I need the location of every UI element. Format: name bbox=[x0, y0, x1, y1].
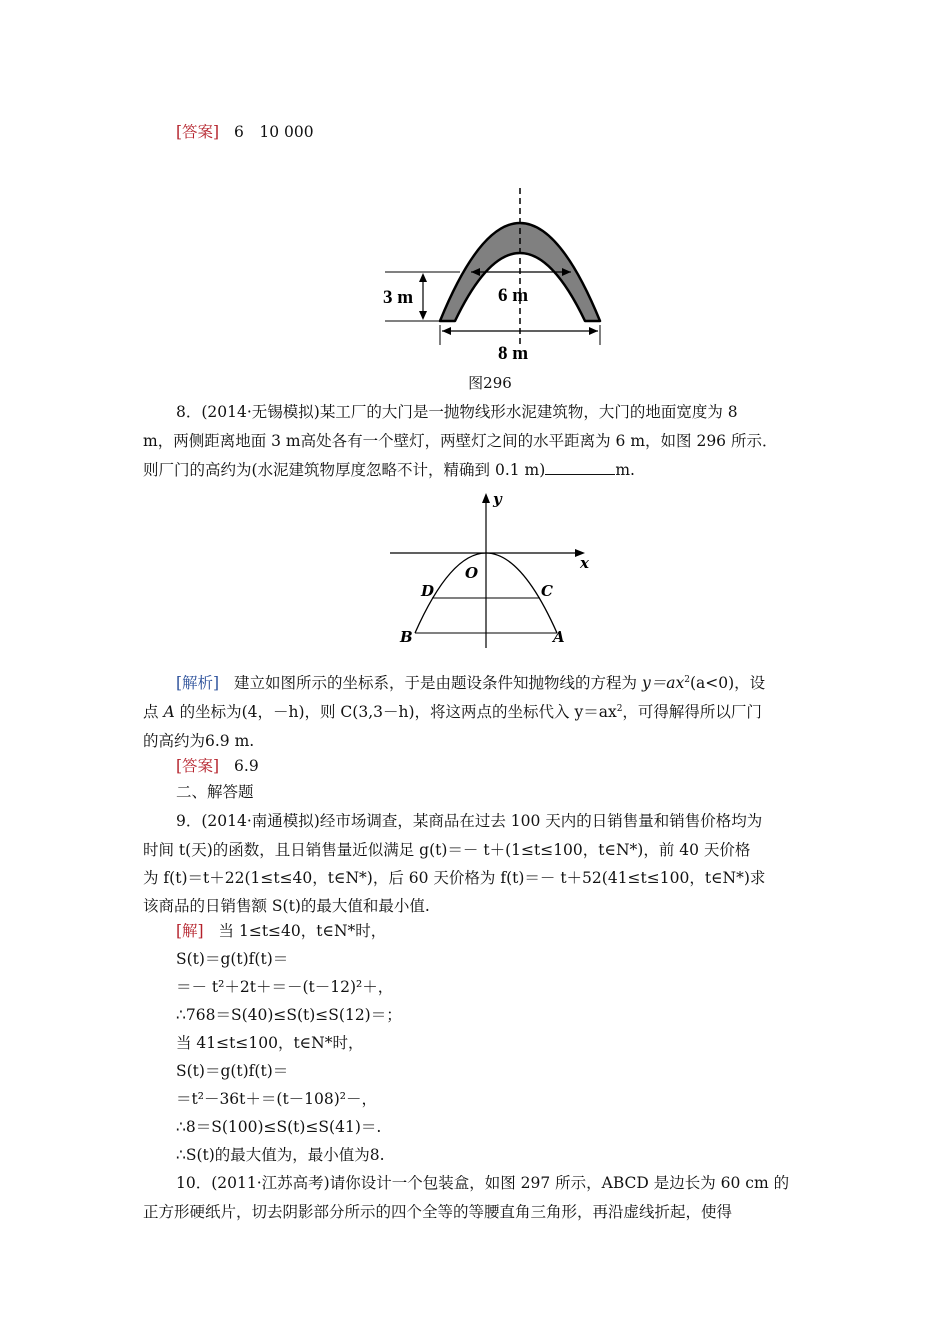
answer-blank bbox=[545, 460, 615, 475]
q10-line-2: 正方形硬纸片，切去阴影部分所示的四个全等的等腰直角三角形，再沿虚线折起，使得 bbox=[143, 1203, 733, 1221]
figure-coordinate-parabola bbox=[385, 490, 600, 650]
answer-line-2 bbox=[176, 752, 856, 781]
q8-line-3-unit: m. bbox=[615, 461, 635, 479]
figure-caption: 图296 bbox=[468, 374, 512, 392]
label-height: 3 m bbox=[383, 287, 414, 308]
analysis-tag: [解析] bbox=[176, 674, 220, 692]
analysis-line-1: [解析] 建立如图所示的坐标系，于是由题设条件知抛物线的方程为 $y=ax^2(a<0)$，设 bbox=[176, 674, 766, 692]
q9-line-1: 9．(2014·南通模拟)经市场调查，某商品在过去 100 天内的日销售量和销售价格均为 bbox=[176, 812, 763, 830]
solution-line-1: [解] 当 1≤t≤40，t∈N*时， bbox=[176, 922, 387, 940]
solution-line-7: ＝t²－36t＋＝(t－108)²－， bbox=[176, 1090, 378, 1108]
q10-line-1: 10．(2011·江苏高考)请你设计一个包装盒，如图 297 所示，ABCD 是边长为 60 cm 的 bbox=[176, 1174, 790, 1192]
figure-296-arch bbox=[375, 185, 615, 370]
q8-line-1: 8．(2014·无锡模拟)某工厂的大门是一抛物线形水泥建筑物，大门的地面宽度为 8 bbox=[176, 403, 738, 421]
label-b: B bbox=[400, 628, 413, 646]
solution-line-3: ＝－ t²＋2t＋＝－(t－12)²＋， bbox=[176, 978, 394, 996]
label-a: A bbox=[553, 628, 565, 646]
q9-line-3: 为 f(t)＝t＋22(1≤t≤40，t∈N*)，后 60 天价格为 f(t)＝－ t＋52(41≤t≤100，t∈N*)求 bbox=[143, 869, 766, 887]
answer-value: 6 10 000 bbox=[234, 123, 314, 141]
answer-line-1 bbox=[176, 118, 856, 147]
label-y: y bbox=[493, 490, 502, 508]
analysis-line-3: 的高约为6.9 m. bbox=[143, 732, 255, 750]
label-base-width: 8 m bbox=[498, 343, 529, 364]
answer-value-2: 6.9 bbox=[234, 757, 259, 775]
q8-line-3-text: 则厂门的高约为(水泥建筑物厚度忽略不计，精确到 0.1 m) bbox=[143, 461, 546, 479]
label-d: D bbox=[421, 582, 435, 600]
solution-line-6: S(t)＝g(t)f(t)＝ bbox=[176, 1062, 289, 1080]
answer-tag: [答案] bbox=[176, 123, 220, 141]
label-inner-width: 6 m bbox=[498, 285, 529, 306]
analysis-line-2: 点 A 的坐标为(4，－h)，则 C(3,3－h)，将这两点的坐标代入 $y=ax^2$，可得解得所以厂门 bbox=[143, 703, 762, 721]
q8-line-2: m，两侧距离地面 3 m高处各有一个壁灯，两壁灯之间的水平距离为 6 m，如图 296 所示． bbox=[143, 432, 778, 450]
q8-line-3 bbox=[143, 456, 823, 485]
answer-tag-2: [答案] bbox=[176, 757, 220, 775]
label-x: x bbox=[580, 554, 589, 572]
solution-line-8: ∴8＝S(100)≤S(t)≤S(41)＝. bbox=[176, 1118, 382, 1136]
solution-line-4: ∴768＝S(40)≤S(t)≤S(12)＝； bbox=[176, 1006, 402, 1024]
solution-tag: [解] bbox=[176, 922, 204, 940]
section-heading: 二、解答题 bbox=[176, 783, 254, 801]
label-o: O bbox=[465, 564, 479, 582]
solution-line-9: ∴S(t)的最大值为，最小值为8. bbox=[176, 1146, 385, 1164]
q9-line-4: 该商品的日销售额 S(t)的最大值和最小值. bbox=[143, 897, 430, 915]
solution-line-5: 当 41≤t≤100，t∈N*时， bbox=[176, 1034, 364, 1052]
q9-line-2: 时间 t(天)的函数，且日销售量近似满足 g(t)＝－ t＋(1≤t≤100，t∈N*)，前 40 天价格 bbox=[143, 841, 751, 859]
label-c: C bbox=[541, 582, 553, 600]
solution-line-2: S(t)＝g(t)f(t)＝ bbox=[176, 950, 289, 968]
